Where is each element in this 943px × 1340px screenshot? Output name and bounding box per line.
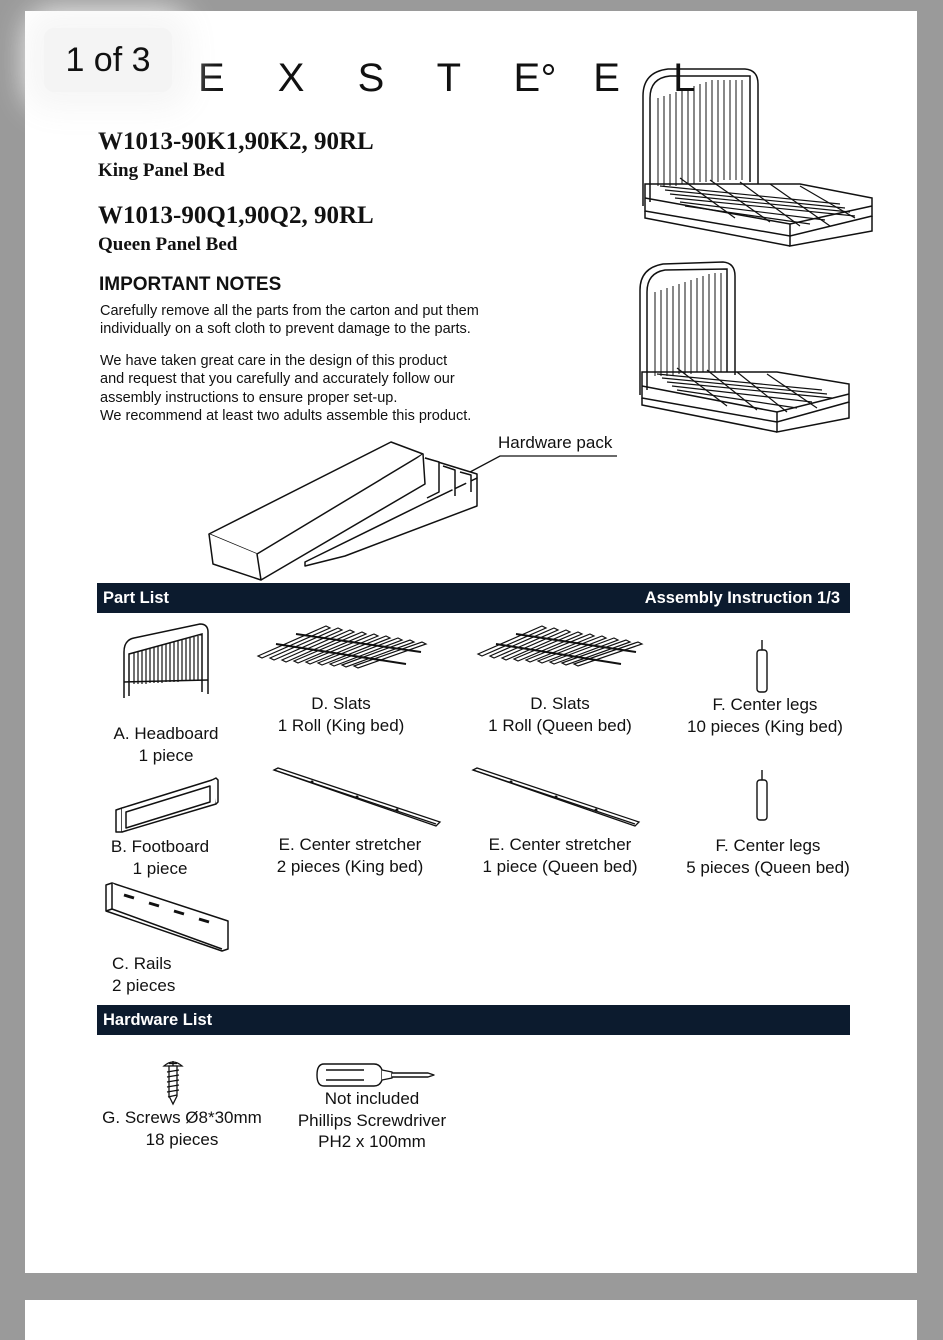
slats-queen-icon: [476, 624, 646, 670]
headboard-icon: [120, 620, 212, 702]
slats-king-icon: [256, 624, 431, 670]
king-product-name: King Panel Bed: [98, 160, 225, 181]
notes-paragraph-2: We have taken great care in the design of this product and request that you carefully and accurately follow our assembly instructions to ensure proper set-up. We recommend at least two adults assemble this product.: [100, 353, 472, 424]
screw-icon: [162, 1060, 184, 1106]
queen-model-number: W1013-90Q1,90Q2, 90RL: [98, 202, 374, 229]
center-leg-queen-icon: [755, 770, 769, 822]
screwdriver-icon: [316, 1060, 438, 1090]
carton-illustration: [205, 436, 485, 584]
queen-product-name: Queen Panel Bed: [98, 234, 238, 255]
hardware-list-bar: [97, 1005, 850, 1035]
screwdriver-caption: Not included Phillips Screwdriver PH2 x 100mm: [297, 1089, 447, 1151]
part-f-king-caption: F. Center legs 10 pieces (King bed): [687, 695, 843, 736]
notes-heading: IMPORTANT NOTES: [99, 274, 282, 295]
rails-icon: [104, 881, 230, 953]
center-stretcher-queen-icon: [471, 766, 641, 828]
part-a-caption: A. Headboard 1 piece: [113, 724, 219, 765]
part-list-bar: [97, 583, 850, 613]
part-d-queen-caption: D. Slats 1 Roll (Queen bed): [488, 694, 632, 735]
brand-logo-letters: E X S T E E L: [198, 56, 717, 100]
hardware-pack-label: Hardware pack: [498, 433, 613, 452]
part-c-caption: C. Rails 2 pieces: [112, 954, 176, 995]
page-indicator: 1 of 3: [44, 28, 172, 92]
part-b-caption: B. Footboard 1 piece: [110, 837, 210, 878]
king-model-number: W1013-90K1,90K2, 90RL: [98, 128, 374, 155]
footboard-icon: [112, 776, 220, 834]
next-page-edge: [25, 1300, 917, 1340]
part-e-queen-caption: E. Center stretcher 1 piece (Queen bed): [482, 835, 638, 876]
part-d-king-caption: D. Slats 1 Roll (King bed): [277, 694, 405, 735]
part-f-queen-caption: F. Center legs 5 pieces (Queen bed): [686, 836, 850, 877]
assembly-step-label: Assembly Instruction 1/3: [644, 588, 840, 607]
center-leg-king-icon: [755, 640, 769, 694]
part-list-title: Part List: [103, 588, 170, 607]
hardware-list-title: Hardware List: [103, 1010, 213, 1029]
center-stretcher-king-icon: [272, 766, 442, 828]
part-e-king-caption: E. Center stretcher 2 pieces (King bed): [276, 835, 424, 876]
part-g-caption: G. Screws Ø8*30mm 18 pieces: [102, 1108, 262, 1149]
notes-paragraph-1: Carefully remove all the parts from the carton and put them individually on a soft cloth to prevent damage to the parts.: [100, 303, 479, 338]
